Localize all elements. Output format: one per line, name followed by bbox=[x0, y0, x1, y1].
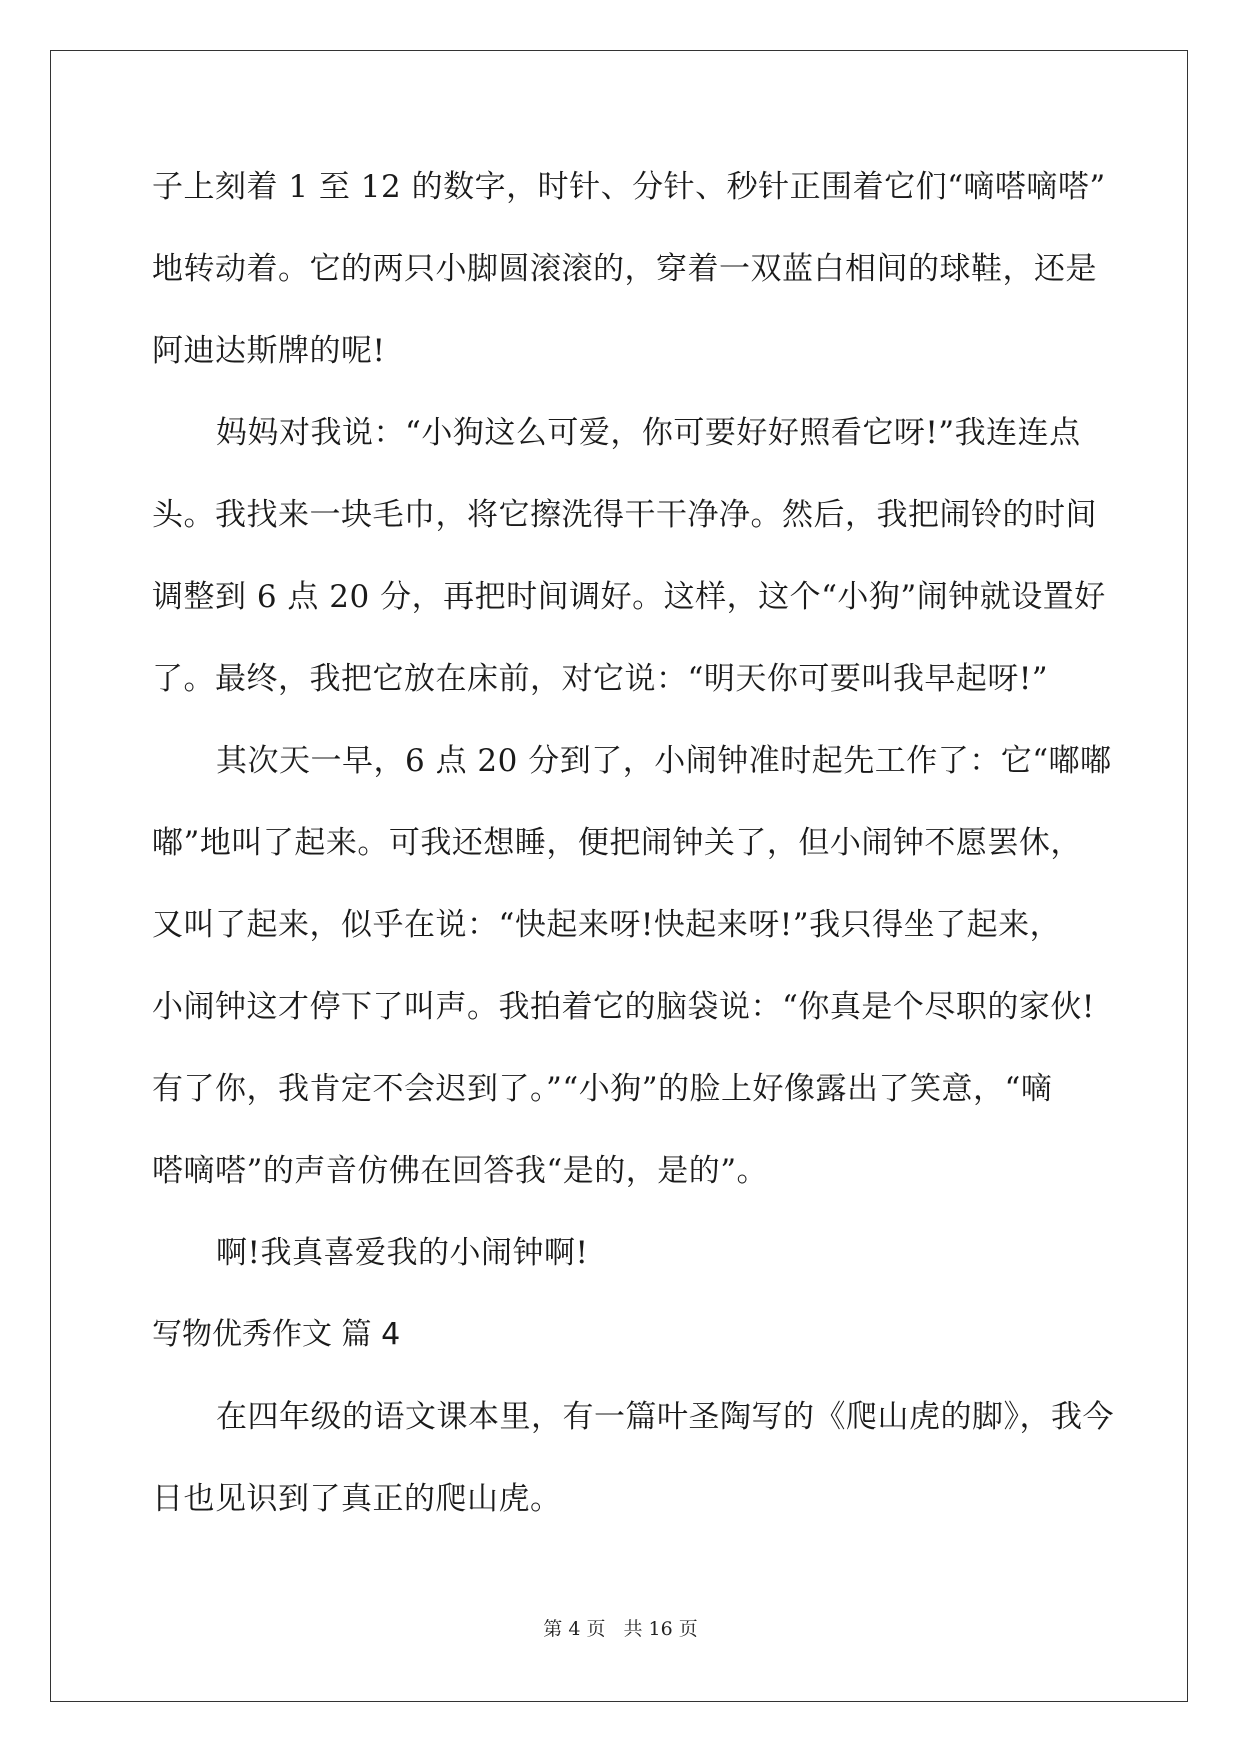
current-page-number: 第 4 页 bbox=[543, 1618, 606, 1640]
paragraph-start-line: 其次天一早，6 点 20 分到了，小闹钟准时起先工作了：它“嘟嘟 bbox=[216, 743, 1112, 779]
text-line: 头。我找来一块毛巾，将它擦洗得干干净净。然后，我把闹铃的时间 bbox=[152, 497, 1097, 533]
text-line: 调整到 6 点 20 分，再把时间调好。这样，这个“小狗”闹钟就设置好 bbox=[152, 579, 1106, 615]
text-line: 了。最终，我把它放在床前，对它说：“明天你可要叫我早起呀!” bbox=[152, 661, 1049, 697]
paragraph-start-line: 在四年级的语文课本里，有一篇叶圣陶写的《爬山虎的脚》，我今 bbox=[216, 1399, 1114, 1435]
text-line: 阿迪达斯牌的呢! bbox=[152, 333, 386, 369]
total-pages: 共 16 页 bbox=[623, 1618, 698, 1640]
text-line: 日也见识到了真正的爬山虎。 bbox=[152, 1481, 562, 1517]
text-line: 子上刻着 1 至 12 的数字，时针、分针、秒针正围着它们“嘀嗒嘀嗒” bbox=[152, 169, 1106, 205]
document-body bbox=[152, 146, 1114, 1540]
text-line: 小闹钟这才停下了叫声。我拍着它的脑袋说：“你真是个尽职的家伙! bbox=[152, 989, 1095, 1025]
section-heading: 写物优秀作文 篇 4 bbox=[152, 1317, 401, 1352]
paragraph-start-line: 妈妈对我说：“小狗这么可爱，你可要好好照看它呀!”我连连点 bbox=[216, 415, 1081, 451]
text-line: 地转动着。它的两只小脚圆滚滚的，穿着一双蓝白相间的球鞋，还是 bbox=[152, 251, 1097, 287]
text-line: 又叫了起来，似乎在说：“快起来呀!快起来呀!”我只得坐了起来， bbox=[152, 907, 1062, 943]
text-line: 有了你，我肯定不会迟到了。”“小狗”的脸上好像露出了笑意，“嘀 bbox=[152, 1071, 1053, 1107]
paragraph-start-line: 啊!我真喜爱我的小闹钟啊! bbox=[216, 1235, 589, 1271]
text-line: 嗒嘀嗒”的声音仿佛在回答我“是的，是的”。 bbox=[152, 1153, 769, 1189]
page-footer bbox=[0, 1614, 1241, 1641]
text-line: 嘟”地叫了起来。可我还想睡，便把闹钟关了，但小闹钟不愿罢休， bbox=[152, 825, 1082, 861]
